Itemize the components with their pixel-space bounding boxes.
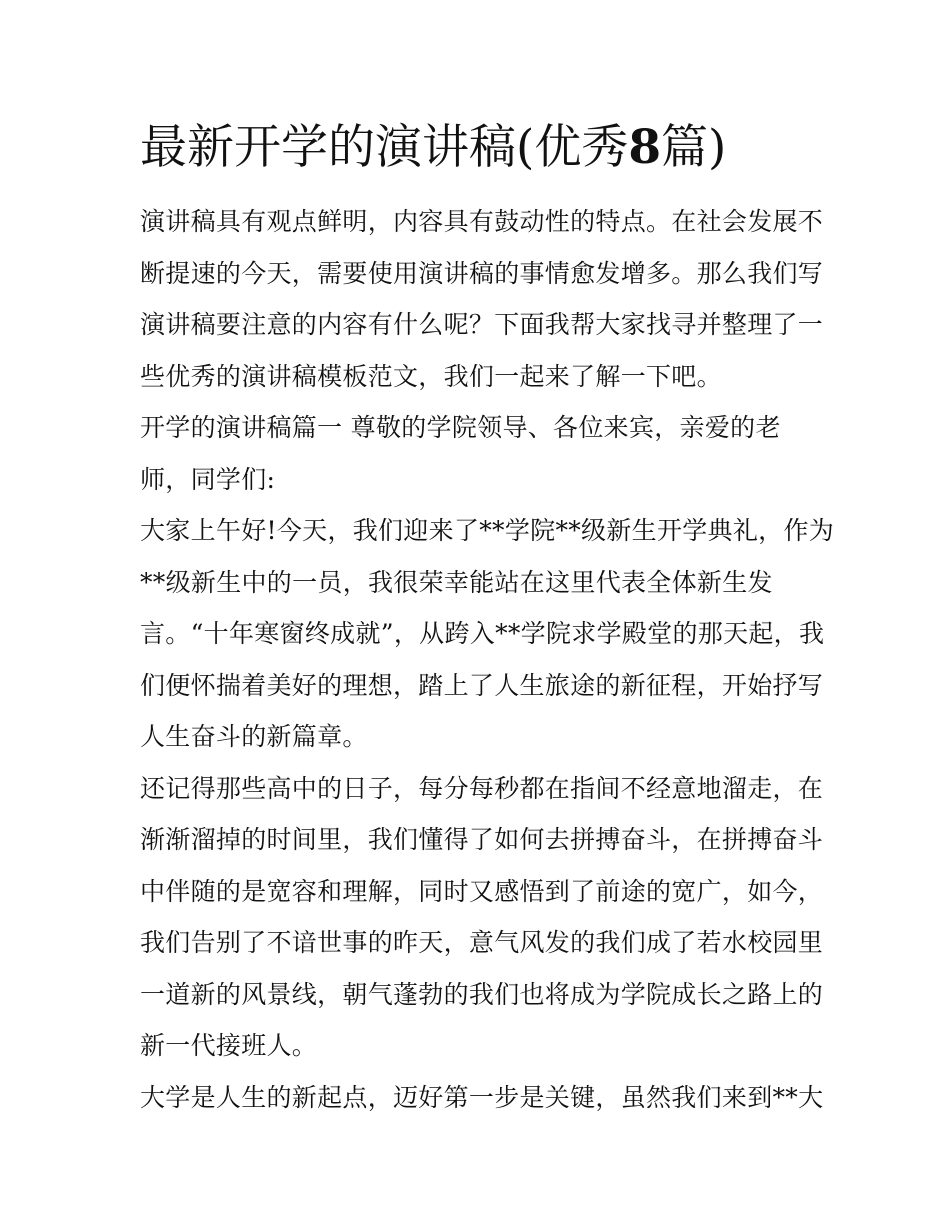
text-line: 大家上午好!今天，我们迎来了**学院**级新生开学典礼，作为 <box>140 516 835 545</box>
text-line: 我们告别了不谙世事的昨天，意气风发的我们成了若水校园里 <box>140 928 824 957</box>
text-line: 中伴随的是宽容和理解，同时又感悟到了前途的宽广，如今， <box>140 876 824 906</box>
text-line: 师，同学们: <box>140 464 276 494</box>
text-line: 新一代接班人。 <box>140 1031 318 1060</box>
title-prefix: 最新开学的演讲稿(优秀 <box>140 120 629 175</box>
text-line: 些优秀的演讲稿模板范文，我们一起来了解一下吧。 <box>140 361 722 391</box>
page-title <box>140 118 840 178</box>
text-line: 言。“十年寒窗终成就”，从跨入**学院求学殿堂的那天起，我 <box>140 619 825 648</box>
text-line: 渐渐溜掉的时间里，我们懂得了如何去拼搏奋斗，在拼搏奋斗 <box>140 825 824 854</box>
text-line: 断提速的今天，需要使用演讲稿的事情愈发增多。那么我们写 <box>140 258 824 288</box>
text-line: 大学是人生的新起点，迈好第一步是关键，虽然我们来到**大 <box>140 1082 824 1112</box>
text-line: 们便怀揣着美好的理想，踏上了人生旅途的新征程，开始抒写 <box>140 670 824 700</box>
title-suffix: 篇) <box>661 120 727 175</box>
text-line: 开学的演讲稿篇一 尊敬的学院领导、各位来宾，亲爱的老 <box>140 413 781 442</box>
text-line: 人生奋斗的新篇章。 <box>140 722 368 751</box>
text-line: 演讲稿要注意的内容有什么呢？下面我帮大家找寻并整理了一 <box>140 310 824 339</box>
body-text <box>140 196 835 1123</box>
text-line: 还记得那些高中的日子，每分每秒都在指间不经意地溜走，在 <box>140 773 824 803</box>
text-line: 一道新的风景线，朝气蓬勃的我们也将成为学院成长之路上的 <box>140 979 824 1009</box>
text-line: **级新生中的一员，我很荣幸能站在这里代表全体新生发 <box>140 567 773 597</box>
text-line: 演讲稿具有观点鲜明，内容具有鼓动性的特点。在社会发展不 <box>140 207 824 236</box>
title-number: 8 <box>628 120 662 175</box>
